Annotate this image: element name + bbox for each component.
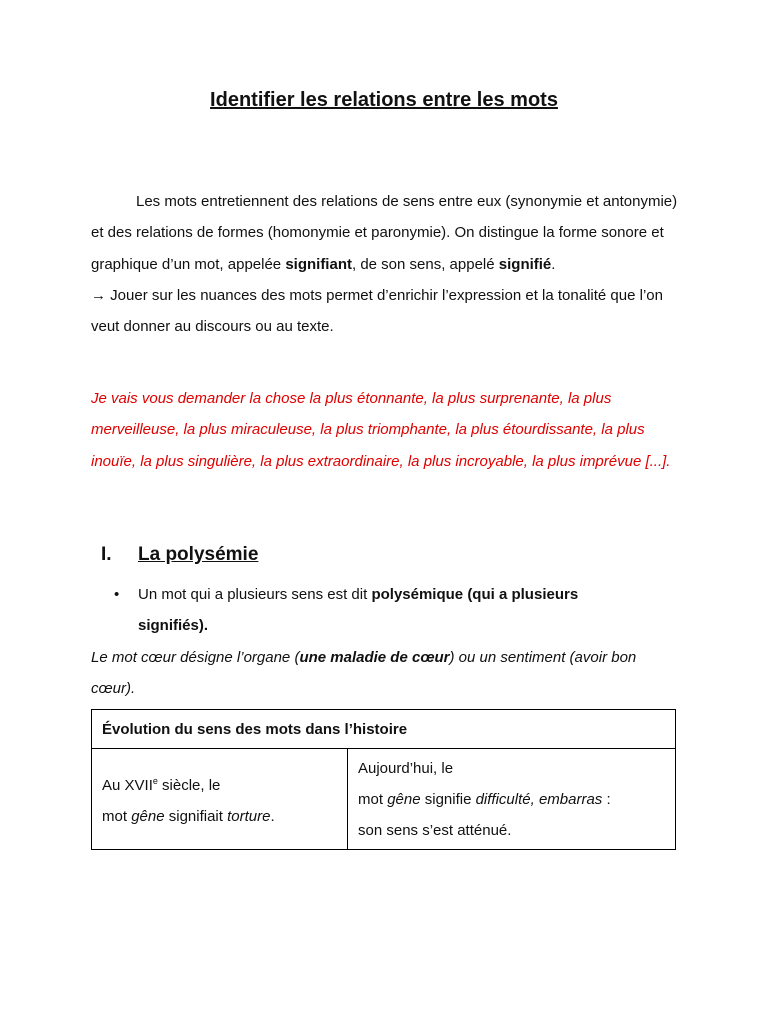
table-cell-left [92, 749, 348, 850]
intro-arrow-paragraph: → Jouer sur les nuances des mots permet d’enrichir l’expression et la tonalité que l’on veut donner au discours ou au texte. [91, 286, 663, 336]
left-sup: e [152, 776, 158, 786]
section-heading-polysemie [101, 544, 258, 566]
example-paragraph [91, 642, 681, 705]
right-line-2 [358, 784, 665, 815]
term-signifie: signifié [498, 255, 552, 273]
bullet-item [138, 579, 634, 642]
left-text-a: Au XVII [102, 777, 153, 794]
right-text-b: mot [358, 790, 388, 808]
example-bold: une maladie de cœur [299, 649, 450, 666]
bullet-icon: • [114, 586, 120, 603]
left-gene: gêne [131, 808, 165, 825]
left-line-1 [102, 766, 337, 801]
table-row [92, 749, 676, 850]
term-signifiant: signifiant [285, 255, 352, 273]
right-text-d: : [602, 790, 611, 808]
red-quote: Je vais vous demander la chose la plus étonnante, la plus surprenante, la plus merveilleuse, la plus miraculeuse, la plus triomphante, la plus étourdissante, la plus inouïe, la plus singulière, la plus extraordinaire, la plus incroyable, la plus imprévue [...]. [91, 390, 671, 470]
table-cell-right [348, 749, 676, 850]
right-text-c: signifie [420, 790, 476, 808]
left-text-d: signifiait [164, 808, 228, 825]
example-text-b: ) ou un sentiment (avoir bon cœur). [91, 649, 637, 698]
right-line-1: Aujourd’hui, le [358, 759, 454, 777]
intro-text-a: Les mots entretiennent des relations de sens entre eux (synonymie et antonymie) et des relations de formes (homonymie et paronymie). On distingue la forme sonore et graphique d’un mot, appelée [91, 193, 678, 273]
left-text-c: mot [102, 808, 132, 825]
right-line-3: son sens s’est atténué. [358, 821, 512, 839]
evolution-table [91, 709, 676, 850]
intro-section [91, 186, 681, 342]
bullet-text-a: Un mot qui a plusieurs sens est dit [138, 586, 372, 603]
left-text-b: siècle, le [157, 777, 221, 794]
table-header: Évolution du sens des mots dans l’histoire [92, 710, 676, 749]
section-title: La polysémie [138, 544, 259, 565]
left-torture: torture [227, 808, 271, 825]
left-text-e: . [270, 808, 275, 825]
section-number: I. [101, 544, 112, 565]
right-gene: gêne [387, 790, 421, 808]
left-line-2 [102, 801, 337, 832]
intro-text-b: , de son sens, appelé [351, 255, 499, 273]
bullet-text-bold: polysémique (qui a plusieurs signifiés). [138, 586, 579, 635]
example-text-a: Le mot cœur désigne l’organe ( [91, 649, 300, 666]
bullet-list [114, 579, 634, 642]
table-header-row [92, 710, 676, 749]
page-title: Identifier les relations entre les mots [210, 89, 558, 111]
intro-text-c: . [551, 255, 556, 273]
intro-paragraph [91, 186, 681, 280]
right-difficulte: difficulté, embarras [475, 790, 603, 808]
